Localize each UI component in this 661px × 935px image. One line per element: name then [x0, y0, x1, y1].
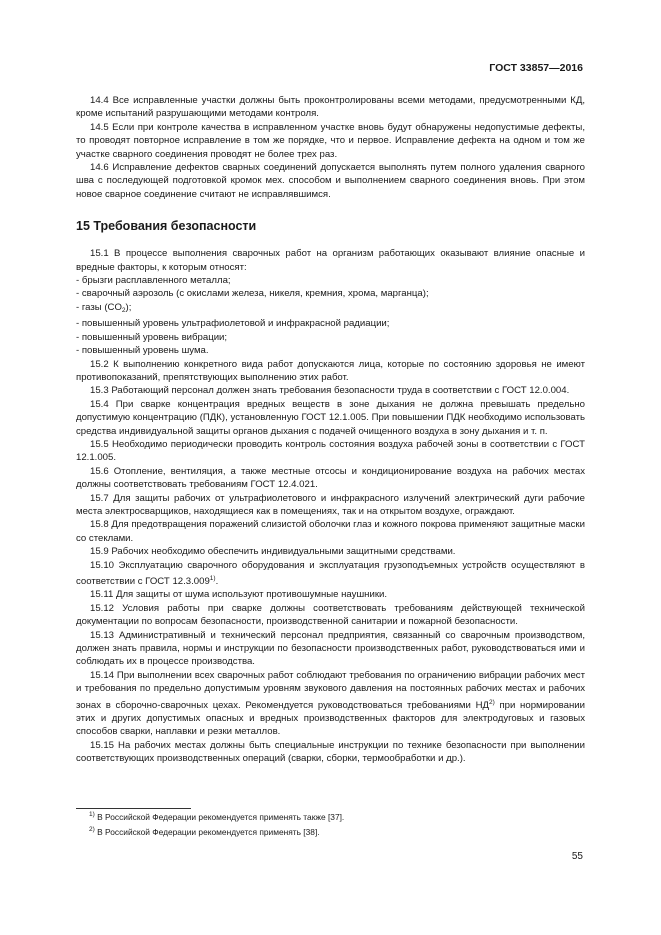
paragraph-15-8: 15.8 Для предотвращения поражений слизистой оболочки глаз и кожного покрова применяют защитные маски со стеклами.	[76, 519, 585, 544]
paragraph-15-13: 15.13 Административный и технический персонал предприятия, связанный со сварочным производством, должен знать правила, нормы и инструкции по безопасности производственных работ, руководствоваться ими и соблюдать их в процессе производства.	[76, 629, 585, 668]
document-id-header: ГОСТ 33857—2016	[489, 62, 583, 74]
section-heading: 15 Требования безопасности	[76, 219, 257, 234]
paragraph-15-1: 15.1 В процессе выполнения сварочных работ на организм работающих оказывают влияние опасные и вредные факторы, к которым относят:	[76, 248, 585, 273]
hazard-list-item: - повышенный уровень ультрафиолетовой и инфракрасной радиации;	[76, 318, 390, 330]
footnotes	[76, 808, 585, 838]
paragraph-15-3: 15.3 Работающий персонал должен знать требования безопасности труда в соответствии с ГОСТ 12.0.004.	[90, 385, 570, 397]
paragraph-15-4: 15.4 При сварке концентрация вредных веществ в зоне дыхания не должна превышать предельно допустимую концентрацию (ПДК), установленную ГОСТ 12.1.005. При повышении ПДК необходимо использовать средства индивидуальной защиты органов дыхания с подачей очищенного воздуха в зону дыхания и т. п.	[76, 398, 585, 437]
paragraph-15-6: 15.6 Отопление, вентиляция, а также местные отсосы и кондиционирование воздуха на рабочих местах должны соответствовать требованиям ГОСТ 12.4.021.	[76, 465, 585, 491]
footnote-ref: 1)	[209, 575, 216, 582]
paragraph-15-12: 15.12 Условия работы при сварке должны соответствовать требованиям действующей технической документации по вопросам безопасности, производственной санитарии и пожарной безопасности.	[76, 602, 585, 628]
paragraph-14-6: 14.6 Исправление дефектов сварных соединений допускается выполнять путем полного удаления сварного шва с последующей подготовкой кромок мех. способом и выполнением сварного соединения вновь. При этом новое сварное соединение считают не исправлявшимся.	[76, 162, 585, 200]
hazard-list-item: - повышенный уровень вибрации;	[76, 331, 228, 343]
footnote-2: $^{2)}$ В Российской Федерации рекомендуется применять [38].	[89, 825, 320, 837]
paragraph-15-15: 15.15 На рабочих местах должны быть специальные инструкции по технике безопасности при выполнении соответствующих производственных операций (сварки, сборки, термообработки и др.).	[76, 739, 585, 765]
footnote-ref: 2)	[489, 698, 495, 706]
paragraph-15-10: 15.10 Эксплуатацию сварочного оборудования и эксплуатация грузоподъемных устройств осуществляют в соответствии с ГОСТ 12.3.009$^{1)}$.	[76, 559, 585, 587]
hazard-list-item: - брызги расплавленного металла;	[76, 275, 231, 287]
paragraph-14-4: 14.4 Все исправленные участки должны быть проконтролированы всеми методами, предусмотренными КД, кроме испытаний разрушающими методами контроля.	[76, 95, 585, 120]
page-body	[76, 94, 585, 766]
paragraph-15-7: 15.7 Для защиты рабочих от ультрафиолетового и инфракрасного излучений электрический дуги рабочие места электросварщиков, находящиеся как в помещениях, так и на открытом воздухе, ограждают.	[76, 492, 585, 517]
paragraph-15-5: 15.5 Необходимо периодически проводить контроль состояния воздуха рабочей зоны в соответствии с ГОСТ 12.1.005.	[76, 438, 585, 464]
paragraph-15-2: 15.2 К выполнению конкретного вида работ допускаются лица, которые по состоянию здоровья не имеют противопоказаний, препятствующих выполнению этих работ.	[76, 358, 585, 383]
footnote-1: $^{1)}$ В Российской Федерации рекомендуется применять также [37].	[89, 811, 345, 822]
hazard-list-item: - газы $(CO_2)$;	[76, 301, 132, 314]
hazard-list-item: - сварочный аэрозоль (с окислами железа, никеля, кремния, хрома, марганца);	[76, 288, 429, 300]
paragraph-15-14: 15.14 При выполнении всех сварочных работ соблюдают требования по ограничению вибрации рабочих мест и требования по предельно допустимым уровням звукового давления на постоянных рабочих местах и рабочих зонах в сборочно-сварочных цехах. Рекомендуется руководствоваться требованиями НД$^{2)}$ при нормировании этих и других допустимых опасных и вредных производственных факторов для электродуговых и газовых способов сварки, наплавки и резки металлов.	[76, 669, 585, 738]
page-number: 55	[571, 851, 583, 862]
hazard-list-item: - повышенный уровень шума.	[76, 345, 209, 357]
paragraph-14-5: 14.5 Если при контроле качества в исправленном участке вновь будут обнаружены недопустимые дефекты, то проводят повторное исправление в том же порядке, что и первое. Исправление дефекта на одном и том же участке сварного соединения проводят не более трех раз.	[76, 121, 585, 160]
paragraph-15-11: 15.11 Для защиты от шума используют противошумные наушники.	[90, 589, 388, 601]
paragraph-15-9: 15.9 Рабочих необходимо обеспечить индивидуальными защитными средствами.	[90, 546, 456, 558]
